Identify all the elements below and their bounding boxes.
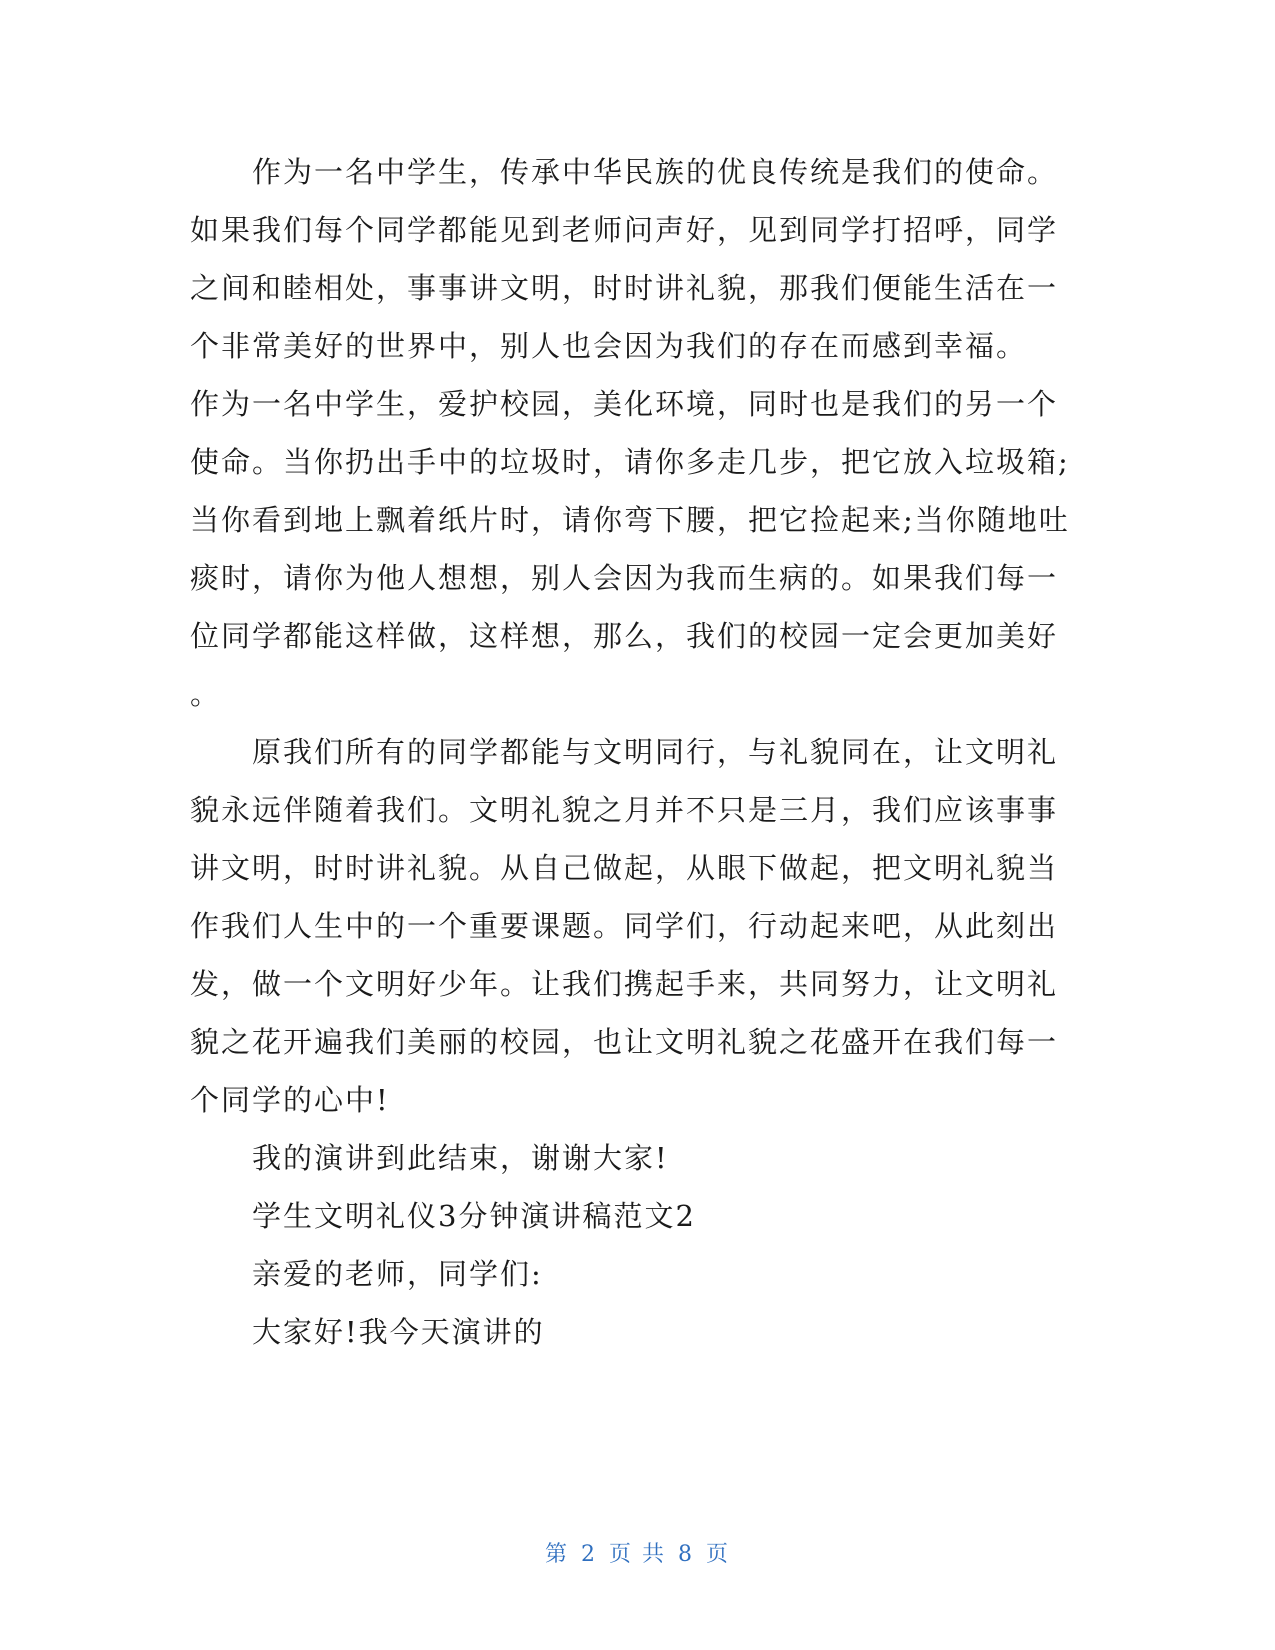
page-label-suffix: 页 bbox=[706, 1542, 731, 1567]
text-line: 作为一名中学生，传承中华民族的优良传统是我们的使命。 bbox=[252, 155, 1059, 189]
text-line: 之间和睦相处，事事讲文明，时时讲礼貌，那我们便能生活在一 bbox=[190, 271, 1059, 305]
text-line: 发，做一个文明好少年。让我们携起手来，共同努力，让文明礼 bbox=[190, 967, 1059, 1001]
text-line: 位同学都能这样做，这样想，那么，我们的校园一定会更加美好 bbox=[190, 619, 1059, 653]
text-line: 使命。当你扔出手中的垃圾时，请你多走几步，把它放入垃圾箱; bbox=[190, 445, 1070, 479]
section-title: 学生文明礼仪3分钟演讲稿范文2 bbox=[252, 1199, 696, 1233]
text-line: 。 bbox=[190, 677, 222, 711]
text-line: 貌永远伴随着我们。文明礼貌之月并不只是三月，我们应该事事 bbox=[190, 793, 1059, 827]
text-line: 貌之花开遍我们美丽的校园，也让文明礼貌之花盛开在我们每一 bbox=[190, 1025, 1059, 1059]
text-line: 亲爱的老师，同学们: bbox=[252, 1257, 543, 1291]
total-pages-number: 8 bbox=[678, 1542, 694, 1567]
text-line: 作为一名中学生，爱护校园，美化环境，同时也是我们的另一个 bbox=[190, 387, 1059, 421]
text-line: 我的演讲到此结束，谢谢大家! bbox=[252, 1141, 669, 1175]
current-page-number: 2 bbox=[581, 1542, 597, 1567]
text-line: 当你看到地上飘着纸片时，请你弯下腰，把它捡起来;当你随地吐 bbox=[190, 503, 1070, 537]
text-line: 作我们人生中的一个重要课题。同学们，行动起来吧，从此刻出 bbox=[190, 909, 1059, 943]
text-line: 痰时，请你为他人想想，别人会因为我而生病的。如果我们每一 bbox=[190, 561, 1059, 595]
text-line: 讲文明，时时讲礼貌。从自己做起，从眼下做起，把文明礼貌当 bbox=[190, 851, 1059, 885]
text-line: 大家好!我今天演讲的 bbox=[252, 1315, 545, 1349]
text-line: 原我们所有的同学都能与文明同行，与礼貌同在，让文明礼 bbox=[252, 735, 1059, 769]
page-footer bbox=[0, 1537, 1275, 1568]
document-body bbox=[190, 143, 1090, 1361]
text-line: 如果我们每个同学都能见到老师问声好，见到同学打招呼，同学 bbox=[190, 213, 1059, 247]
page-label-prefix: 第 bbox=[544, 1542, 569, 1567]
text-line: 个同学的心中! bbox=[190, 1083, 390, 1117]
page-label-mid: 页 共 bbox=[609, 1542, 666, 1567]
text-line: 个非常美好的世界中，别人也会因为我们的存在而感到幸福。 bbox=[190, 329, 1028, 363]
